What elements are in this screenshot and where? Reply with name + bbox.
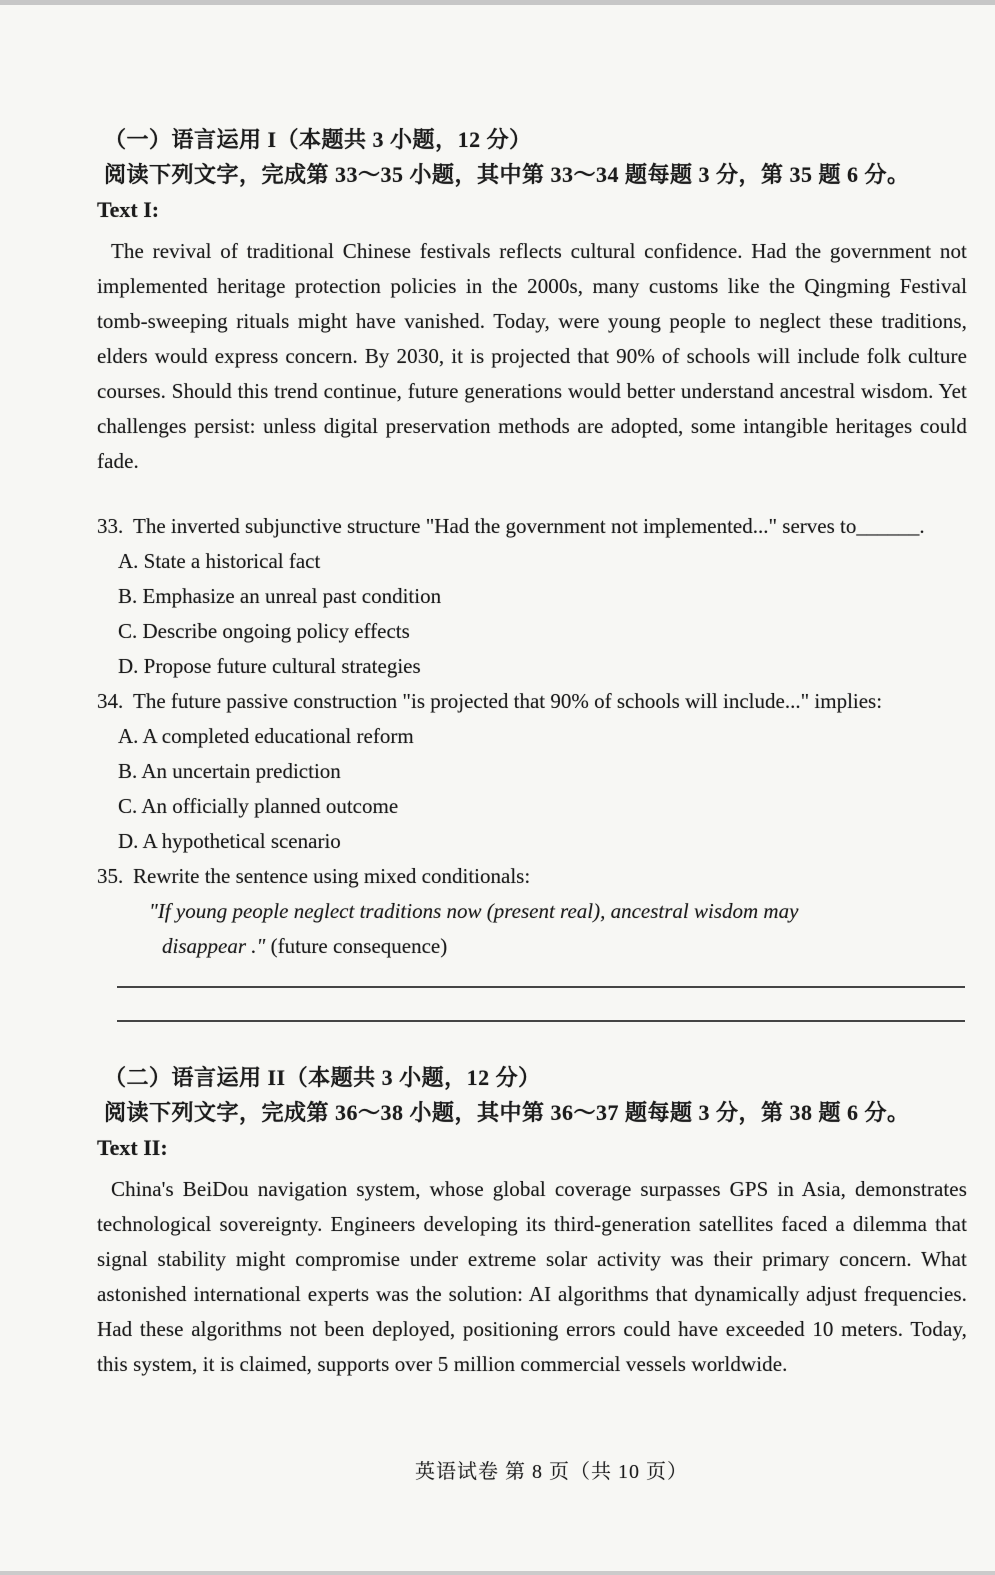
question-33-option-c: C. Describe ongoing policy effects bbox=[118, 619, 410, 643]
question-34-option-c: C. An officially planned outcome bbox=[118, 794, 399, 818]
question-33-options bbox=[118, 544, 967, 684]
question-33-option-a: A. State a historical fact bbox=[118, 549, 321, 573]
question-34-stem: The future passive construction "is projected that 90% of schools will include..." implies: bbox=[133, 689, 883, 713]
text2-label: Text II: bbox=[97, 1135, 168, 1160]
question-34-number: 34. bbox=[97, 689, 124, 713]
question-34-option-a: A. A completed educational reform bbox=[118, 724, 414, 748]
question-35-stem: Rewrite the sentence using mixed conditionals: bbox=[133, 864, 531, 888]
question-33 bbox=[97, 509, 967, 684]
question-35-number: 35. bbox=[97, 864, 124, 888]
question-34-option-d: D. A hypothetical scenario bbox=[118, 829, 341, 853]
question-35-quote-line2-italic: disappear ." bbox=[162, 934, 266, 958]
question-35-quote bbox=[149, 894, 967, 964]
answer-line-1 bbox=[117, 986, 965, 988]
question-33-option-d: D. Propose future cultural strategies bbox=[118, 654, 421, 678]
question-35-quote-line1: "If young people neglect traditions now (present real), ancestral wisdom may bbox=[149, 899, 799, 923]
question-33-number: 33. bbox=[97, 514, 124, 538]
section1-instructions: 阅读下列文字，完成第 33～35 小题，其中第 33～34 题每题 3 分，第 35 题 6 分。 bbox=[104, 162, 910, 187]
question-33-option-b: B. Emphasize an unreal past condition bbox=[118, 584, 442, 608]
text1-passage: The revival of traditional Chinese festivals reflects cultural confidence. Had the government not implemented heritage protection policies in the 2000s, many customs like the Qingming Festival tomb-sweeping rituals might have vanished. Today, were young people to neglect these traditions, elders would express concern. By 2030, it is projected that 90% of schools will include folk culture courses. Should this trend continue, future generations would better understand ancestral wisdom. Yet challenges persist: unless digital preservation methods are adopted, some intangible heritages could fade. bbox=[97, 239, 967, 473]
text1-label: Text I: bbox=[97, 197, 160, 222]
question-34 bbox=[97, 684, 967, 859]
scan-edge-bottom bbox=[0, 1571, 995, 1575]
question-34-option-b: B. An uncertain prediction bbox=[118, 759, 341, 783]
question-35-quote-line2 bbox=[149, 929, 967, 964]
question-33-stem: The inverted subjunctive structure "Had the government not implemented..." serves to______. bbox=[133, 514, 925, 538]
question-35-quote-line2-plain: (future consequence) bbox=[265, 934, 448, 958]
section2-heading: （二）语言运用 II（本题共 3 小题，12 分） bbox=[104, 1065, 541, 1090]
page-footer: 英语试卷 第 8 页（共 10 页） bbox=[415, 1461, 688, 1483]
question-35 bbox=[97, 859, 967, 964]
section1-heading: （一）语言运用 I（本题共 3 小题，12 分） bbox=[104, 127, 532, 152]
section2-instructions: 阅读下列文字，完成第 36～38 小题，其中第 36～37 题每题 3 分，第 38 题 6 分。 bbox=[104, 1100, 910, 1125]
answer-line-2 bbox=[117, 1020, 965, 1022]
text2-passage: China's BeiDou navigation system, whose global coverage surpasses GPS in Asia, demonstrates technological sovereignty. Engineers developing its third-generation satellites faced a dilemma that signal stability might compromise under extreme solar activity was their primary concern. What astonished international experts was the solution: AI algorithms that dynamically adjust frequencies. Had these algorithms not been deployed, positioning errors could have exceeded 10 meters. Today, this system, it is claimed, supports over 5 million commercial vessels worldwide. bbox=[97, 1177, 967, 1376]
question-34-options bbox=[118, 719, 967, 859]
